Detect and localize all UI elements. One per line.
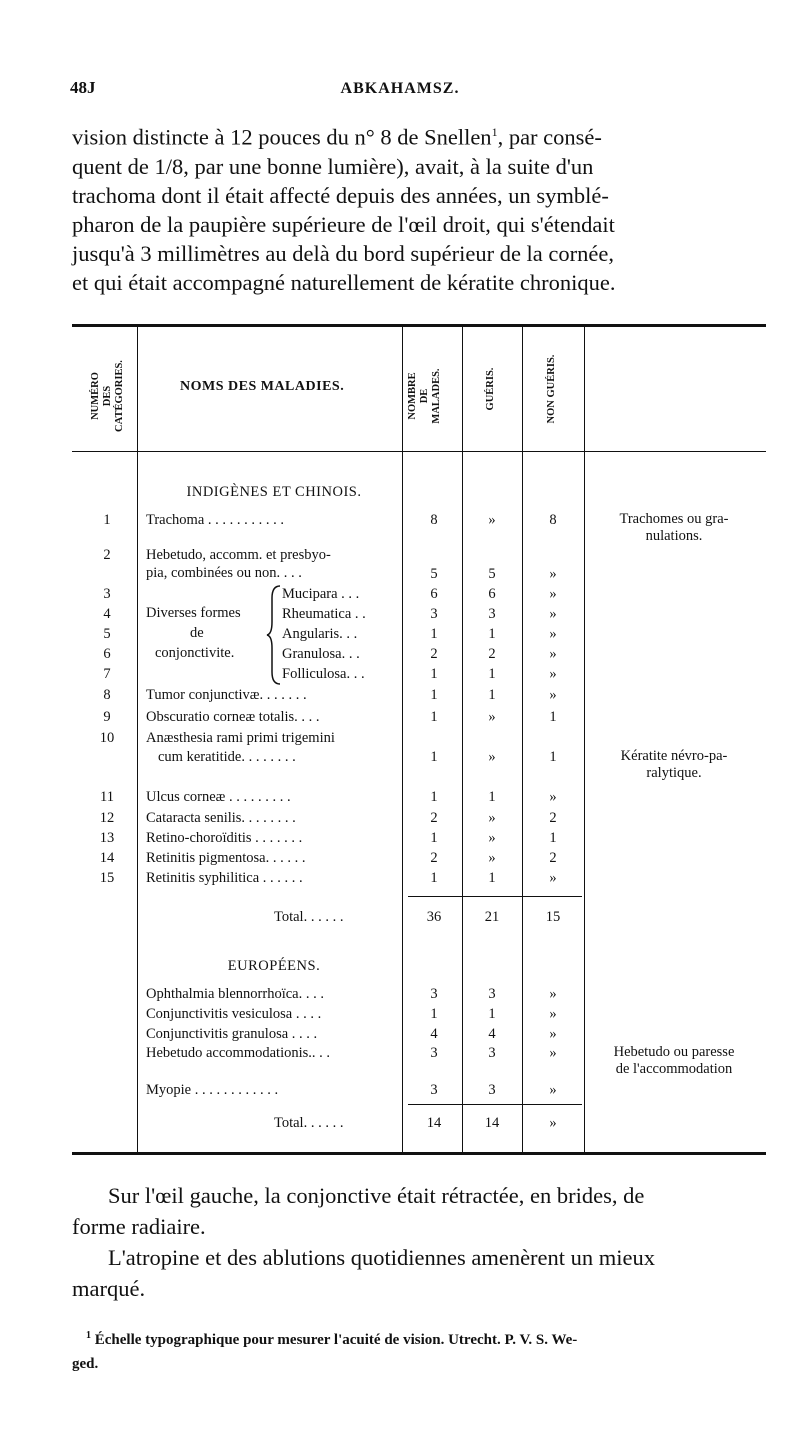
count-not-cured: » bbox=[549, 1082, 557, 1098]
count-not-cured: » bbox=[549, 606, 557, 622]
count-cured: » bbox=[488, 749, 496, 765]
row-number: 13 bbox=[99, 830, 115, 846]
brace-group-label-1: Diverses formes bbox=[146, 605, 241, 621]
brace-group-label-3: conjonctivite. bbox=[155, 645, 235, 661]
section-title-indigenes: INDIGÈNES ET CHINOIS. bbox=[186, 484, 362, 500]
disease-name: Rheumatica . . bbox=[282, 606, 366, 622]
footnote bbox=[72, 1324, 762, 1376]
brace-group-label-2: de bbox=[190, 625, 204, 641]
total-label: Total. . . . . . bbox=[274, 909, 344, 925]
section-title-europeens: EUROPÉENS. bbox=[227, 958, 321, 974]
row-number: 7 bbox=[103, 666, 111, 682]
count-cured: » bbox=[488, 709, 496, 725]
row-number: 2 bbox=[103, 547, 111, 563]
count-patients: 1 bbox=[430, 1006, 438, 1022]
count-not-cured: 1 bbox=[549, 709, 557, 725]
disease-name-cont: cum keratitide. . . . . . . . bbox=[158, 749, 296, 765]
count-cured: 1 bbox=[488, 789, 496, 805]
count-not-cured: 1 bbox=[549, 749, 557, 765]
intro-line-3: trachoma dont il était affecté depuis des années, un symblé- bbox=[72, 182, 609, 208]
total-cured: 21 bbox=[484, 909, 500, 925]
count-patients: 1 bbox=[430, 709, 438, 725]
total-patients: 36 bbox=[426, 909, 442, 925]
count-patients: 3 bbox=[430, 1045, 438, 1061]
disease-name: Granulosa. . . bbox=[282, 646, 360, 662]
count-patients: 8 bbox=[430, 512, 438, 528]
intro-line-6: et qui était accompagné naturellement de kératite chronique. bbox=[72, 269, 616, 295]
header-gueris: GUÉRIS. bbox=[485, 367, 496, 411]
disease-name: Cataracta senilis. . . . . . . . bbox=[146, 810, 296, 826]
disease-name: Ulcus corneæ . . . . . . . . . bbox=[146, 789, 291, 805]
count-patients: 1 bbox=[430, 749, 438, 765]
count-not-cured: » bbox=[549, 986, 557, 1002]
count-not-cured: 8 bbox=[549, 512, 557, 528]
row-number: 12 bbox=[99, 810, 115, 826]
disease-name: Conjunctivitis granulosa . . . . bbox=[146, 1026, 318, 1042]
footnote-line2: ged. bbox=[72, 1356, 99, 1372]
count-not-cured: » bbox=[549, 870, 557, 886]
count-cured: 3 bbox=[488, 1045, 496, 1061]
header-non-gueris: NON GUÉRIS. bbox=[546, 354, 557, 424]
row-number: 14 bbox=[99, 850, 115, 866]
count-patients: 1 bbox=[430, 666, 438, 682]
count-not-cured: » bbox=[549, 566, 557, 582]
count-patients: 1 bbox=[430, 626, 438, 642]
row-number: 8 bbox=[103, 687, 111, 703]
closing-p2-line1: L'atropine et des ablutions quotidiennes amenèrent un mieux bbox=[108, 1245, 656, 1270]
observation-hebetudo: Hebetudo ou paresse de l'accommodation bbox=[613, 1044, 735, 1077]
count-not-cured: » bbox=[549, 586, 557, 602]
count-cured: 1 bbox=[488, 687, 496, 703]
header-noms: NOMS DES MALADIES. bbox=[180, 379, 345, 394]
intro-line-4: pharon de la paupière supérieure de l'œil droit, qui s'étendait bbox=[72, 211, 615, 237]
sum-rule bbox=[408, 1104, 582, 1105]
disease-name: Anæsthesia rami primi trigemini bbox=[146, 730, 335, 746]
brace-icon bbox=[266, 584, 282, 686]
disease-name: Conjunctivitis vesiculosa . . . . bbox=[146, 1006, 322, 1022]
count-not-cured: 2 bbox=[549, 850, 557, 866]
row-number: 6 bbox=[103, 646, 111, 662]
count-not-cured: 1 bbox=[549, 830, 557, 846]
row-number: 1 bbox=[103, 512, 111, 528]
disease-name: Obscuratio corneæ totalis. . . . bbox=[146, 709, 320, 725]
row-number: 4 bbox=[103, 606, 111, 622]
disease-name-cont: pia, combinées ou non. . . . bbox=[146, 565, 302, 581]
disease-name: Retino-choroïditis . . . . . . . bbox=[146, 830, 303, 846]
table-top-rule bbox=[72, 324, 766, 327]
total-cured: 14 bbox=[484, 1115, 500, 1131]
column-divider bbox=[137, 326, 138, 1152]
count-patients: 4 bbox=[430, 1026, 438, 1042]
count-cured: » bbox=[488, 850, 496, 866]
count-cured: 4 bbox=[488, 1026, 496, 1042]
total-patients: 14 bbox=[426, 1115, 442, 1131]
count-not-cured: 2 bbox=[549, 810, 557, 826]
count-cured: 1 bbox=[488, 666, 496, 682]
table-bottom-rule bbox=[72, 1152, 766, 1155]
header-numero: NUMÉRO DES CATÉGORIES. bbox=[90, 360, 125, 432]
disease-name: Tumor conjunctivæ. . . . . . . bbox=[146, 687, 307, 703]
count-cured: 1 bbox=[488, 626, 496, 642]
count-not-cured: » bbox=[549, 626, 557, 642]
header-nombre: NOMBRE DE MALADES. bbox=[407, 368, 442, 424]
closing-text bbox=[72, 1180, 762, 1304]
count-patients: 2 bbox=[430, 810, 438, 826]
count-cured: 3 bbox=[488, 606, 496, 622]
observation-keratite: Kératite névro-pa- ralytique. bbox=[620, 748, 728, 781]
row-number: 11 bbox=[100, 789, 114, 805]
disease-name: Retinitis pigmentosa. . . . . . bbox=[146, 850, 306, 866]
count-cured: 2 bbox=[488, 646, 496, 662]
row-number: 15 bbox=[99, 870, 115, 886]
sum-rule bbox=[408, 896, 582, 897]
count-cured: 5 bbox=[488, 566, 496, 582]
intro-paragraph bbox=[72, 118, 762, 297]
count-patients: 2 bbox=[430, 850, 438, 866]
count-patients: 1 bbox=[430, 687, 438, 703]
intro-line-2: quent de 1/8, par une bonne lumière), avait, à la suite d'un bbox=[72, 153, 594, 179]
running-title: ABKAHAMSZ. bbox=[340, 80, 460, 97]
disease-name: Retinitis syphilitica . . . . . . bbox=[146, 870, 303, 886]
count-cured: 3 bbox=[488, 1082, 496, 1098]
disease-name: Angularis. . . bbox=[282, 626, 358, 642]
disease-name: Folliculosa. . . bbox=[282, 666, 365, 682]
count-cured: 1 bbox=[488, 870, 496, 886]
count-cured: 1 bbox=[488, 1006, 496, 1022]
row-number: 10 bbox=[99, 730, 115, 746]
total-not-cured: 15 bbox=[545, 909, 561, 925]
disease-name: Mucipara . . . bbox=[282, 586, 360, 602]
count-patients: 3 bbox=[430, 986, 438, 1002]
total-label: Total. . . . . . bbox=[274, 1115, 344, 1131]
column-divider bbox=[584, 326, 585, 1152]
count-not-cured: » bbox=[549, 1045, 557, 1061]
observation-trachomes: Trachomes ou gra- nulations. bbox=[619, 511, 729, 544]
count-patients: 1 bbox=[430, 830, 438, 846]
count-not-cured: » bbox=[549, 666, 557, 682]
disease-name: Myopie . . . . . . . . . . . . bbox=[146, 1082, 279, 1098]
count-patients: 1 bbox=[430, 789, 438, 805]
footnote-marker: 1 bbox=[86, 1330, 91, 1341]
closing-p1-line1: Sur l'œil gauche, la conjonctive était rétractée, en brides, de bbox=[108, 1183, 645, 1208]
intro-line-1: vision distincte à 12 pouces du n° 8 de Snellen$^1$, par consé- bbox=[72, 124, 602, 150]
row-number: 3 bbox=[103, 586, 111, 602]
total-not-cured: » bbox=[549, 1115, 557, 1131]
disease-name: Hebetudo, accomm. et presbyo- bbox=[146, 547, 331, 563]
count-patients: 1 bbox=[430, 870, 438, 886]
closing-p2-line2: marqué. bbox=[72, 1276, 146, 1301]
count-cured: » bbox=[488, 512, 496, 528]
disease-name: Ophthalmia blennorrhoïca. . . . bbox=[146, 986, 324, 1002]
count-not-cured: » bbox=[549, 1026, 557, 1042]
row-number: 5 bbox=[103, 626, 111, 642]
count-not-cured: » bbox=[549, 646, 557, 662]
count-cured: 6 bbox=[488, 586, 496, 602]
count-patients: 5 bbox=[430, 566, 438, 582]
count-not-cured: » bbox=[549, 789, 557, 805]
count-cured: 3 bbox=[488, 986, 496, 1002]
table-header-rule bbox=[72, 451, 766, 452]
disease-name: Hebetudo accommodationis.. . . bbox=[146, 1045, 331, 1061]
column-divider bbox=[402, 326, 403, 1152]
footnote-line1: Échelle typographique pour mesurer l'acuité de vision. Utrecht. P. V. S. We- bbox=[94, 1332, 578, 1348]
intro-line-5: jusqu'à 3 millimètres au delà du bord supérieur de la cornée, bbox=[72, 240, 614, 266]
count-cured: » bbox=[488, 810, 496, 826]
count-patients: 2 bbox=[430, 646, 438, 662]
closing-p1-line2: forme radiaire. bbox=[72, 1214, 206, 1239]
footnote-ref: 1 bbox=[491, 125, 498, 139]
count-patients: 6 bbox=[430, 586, 438, 602]
row-number: 9 bbox=[103, 709, 111, 725]
count-not-cured: » bbox=[549, 1006, 557, 1022]
count-patients: 3 bbox=[430, 1082, 438, 1098]
disease-name: Trachoma . . . . . . . . . . . bbox=[146, 512, 285, 528]
count-not-cured: » bbox=[549, 687, 557, 703]
page-number: 48J bbox=[70, 78, 96, 97]
count-cured: » bbox=[488, 830, 496, 846]
count-patients: 3 bbox=[430, 606, 438, 622]
